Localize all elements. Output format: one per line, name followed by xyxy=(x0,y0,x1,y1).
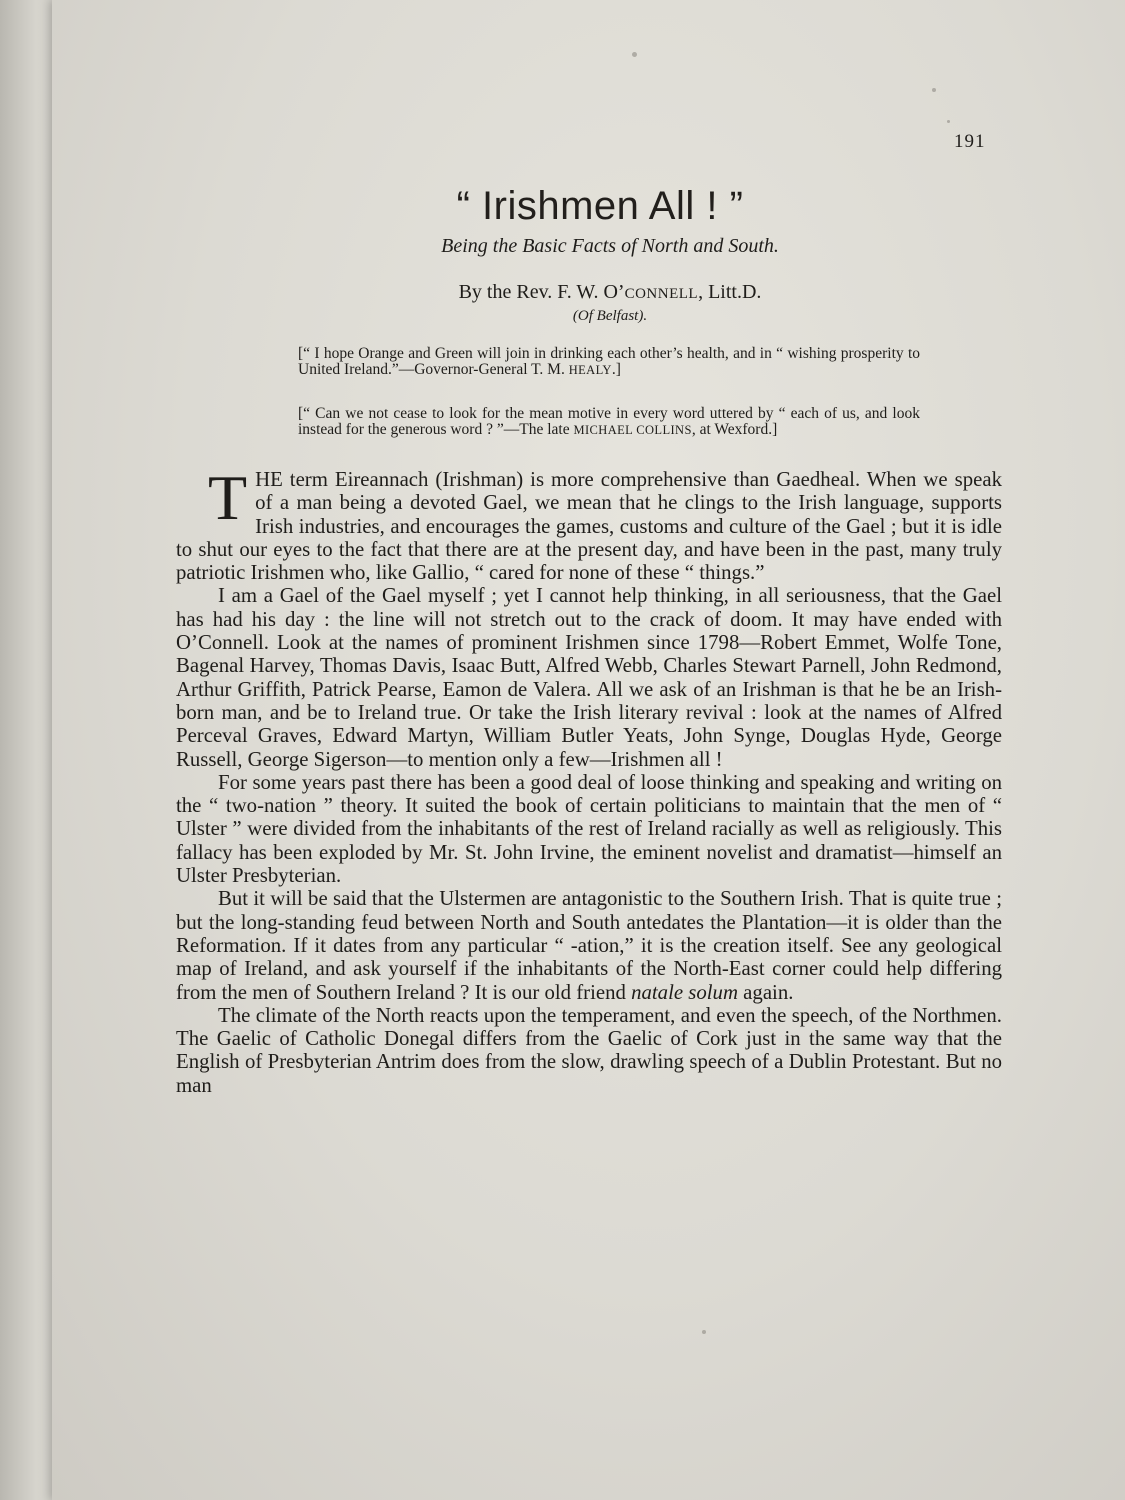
epigraph-tail: , at Wexford.] xyxy=(691,421,778,438)
latin-phrase: natale solum xyxy=(631,980,738,1004)
epigraph-text: [“ Can we not cease to look for the mean motive in every word uttered by “ each of us, and look instead for the generous word ? ”—The late xyxy=(298,405,920,438)
paper-speck xyxy=(932,88,936,92)
body-paragraph xyxy=(176,887,1002,1003)
epigraph-text: [“ I hope Orange and Green will join in drinking each other’s health, and in “ wishing prosperity to United Ireland.”—Governor-General T. M. xyxy=(298,345,920,378)
drop-cap: T xyxy=(208,462,248,533)
epigraph-healy xyxy=(298,346,920,378)
article-title: “ Irishmen All ! ” xyxy=(456,184,744,228)
byline-prefix: By the Rev. F. W. O’ xyxy=(458,281,625,303)
article-body xyxy=(176,462,1002,1097)
facing-page-edge xyxy=(0,0,60,1500)
paragraph-text: But it will be said that the Ulstermen are antagonistic to the Southern Irish. That is quite true ; but the long-standing feud between North and South antedates the Plantation—it is older than the Reformation. If it dates from any particular “ -ation,” it is the creation itself. See any geological map of Ireland, and ask yourself if the inhabitants of the North-East corner could help differing from the men of Southern Ireland ? It is our old friend xyxy=(176,887,1002,1004)
page-number: 191 xyxy=(954,131,986,152)
epigraph-author: HEALY xyxy=(568,363,612,377)
body-paragraph: I am a Gael of the Gael myself ; yet I cannot help thinking, in all seriousness, that the Gael has had his day : the line will not stretch out to the crack of doom. It may have ended with O’Connell. Look at the names of prominent Irishmen since 1798—Robert Emmet, Wolfe Tone, Bagenal Harvey, Thomas Davis, Isaac Butt, Alfred Webb, Charles Stewart Parnell, John Redmond, Arthur Griffith, Patrick Pearse, Eamon de Valera. All we ask of an Irishman is that he be an Irish-born man, and be to Ireland true. Or take the Irish literary revival : look at the names of Alfred Perceval Graves, Edward Martyn, William Butler Yeats, John Synge, Douglas Hyde, George Russell, George Sigerson—to mention only a few—Irishmen all ! xyxy=(176,584,1002,771)
paragraph-text: HE term Eireannach (Irishman) is more comprehensive than Gaedheal. When we speak of a man being a devoted Gael, we mean that he clings to the Irish language, supports Irish industries, and encourages the games, customs and culture of the Gael ; but it is idle to shut our eyes to the fact that there are at the present day, and have been in the past, many truly patriotic Irishmen who, like Gallio, “ cared for none of these “ things.” xyxy=(176,468,1002,585)
epigraph-tail: .] xyxy=(611,361,621,378)
epigraph-author: MICHAEL COLLINS xyxy=(573,423,692,437)
body-paragraph xyxy=(176,462,1002,585)
paragraph-text: again. xyxy=(737,980,794,1004)
paper-speck xyxy=(632,52,637,57)
paper-speck xyxy=(947,120,950,123)
byline-author-surname: CONNELL xyxy=(624,286,699,302)
body-paragraph: The climate of the North reacts upon the temperament, and even the speech, of the Northmen. The Gaelic of Catholic Donegal differs from the Gaelic of Cork just in the same way that the English of Presbyterian Antrim does from the slow, drawling speech of a Dublin Protestant. But no man xyxy=(176,1003,1002,1097)
paper-speck xyxy=(702,1330,706,1334)
article-subtitle: Being the Basic Facts of North and South. xyxy=(441,235,779,257)
byline-suffix: , Litt.D. xyxy=(698,281,762,303)
byline xyxy=(300,281,920,304)
author-affiliation: (Of Belfast). xyxy=(572,308,648,324)
body-paragraph: For some years past there has been a good deal of loose thinking and speaking and writing on the “ two-nation ” theory. It suited the book of certain politicians to maintain that the men of “ Ulster ” were divided from the inhabitants of the rest of Ireland racially as well as religiously. This fallacy has been exploded by Mr. St. John Irvine, the eminent novelist and dramatist—himself an Ulster Presbyterian. xyxy=(176,770,1002,888)
epigraph-collins xyxy=(298,406,920,438)
